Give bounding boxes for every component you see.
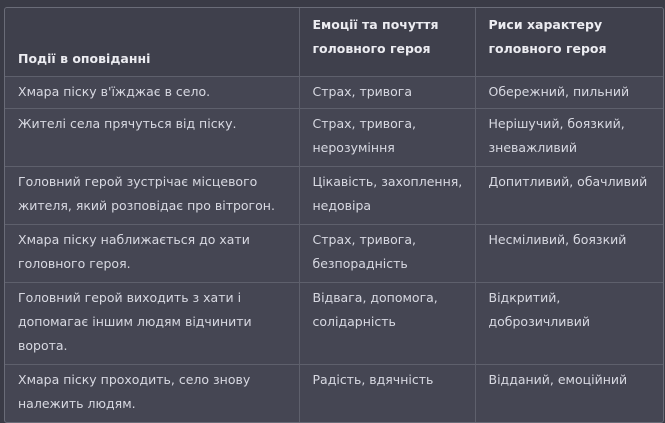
traits-cell: Допитливий, обачливий xyxy=(475,167,663,225)
table-header-row xyxy=(5,8,663,77)
traits-cell: Відкритий, доброзичливий xyxy=(475,283,663,365)
emotions-cell: Страх, тривога, нерозуміння xyxy=(299,109,475,167)
header-events: Події в оповіданні xyxy=(5,8,299,77)
table-row xyxy=(5,77,663,109)
emotions-cell: Радість, вдячність xyxy=(299,365,475,423)
table-row xyxy=(5,225,663,283)
emotions-cell: Страх, тривога xyxy=(299,77,475,109)
table-row xyxy=(5,109,663,167)
table-row xyxy=(5,365,663,423)
traits-cell: Обережний, пильний xyxy=(475,77,663,109)
traits-cell: Відданий, емоційний xyxy=(475,365,663,423)
header-emotions: Емоції та почуття головного героя xyxy=(299,8,475,77)
events-table xyxy=(5,8,663,422)
table-row xyxy=(5,283,663,365)
header-traits: Риси характеру головного героя xyxy=(475,8,663,77)
event-cell: Жителі села прячуться від піску. xyxy=(5,109,299,167)
event-cell: Хмара піску наближається до хати головного героя. xyxy=(5,225,299,283)
events-table-container xyxy=(4,7,664,423)
event-cell: Хмара піску проходить, село знову належить людям. xyxy=(5,365,299,423)
emotions-cell: Відвага, допомога, солідарність xyxy=(299,283,475,365)
emotions-cell: Цікавість, захоплення, недовіра xyxy=(299,167,475,225)
traits-cell: Несміливий, боязкий xyxy=(475,225,663,283)
table-row xyxy=(5,167,663,225)
emotions-cell: Страх, тривога, безпорадність xyxy=(299,225,475,283)
event-cell: Головний герой виходить з хати і допомагає іншим людям відчинити ворота. xyxy=(5,283,299,365)
event-cell: Головний герой зустрічає місцевого жителя, який розповідає про вітрогон. xyxy=(5,167,299,225)
event-cell: Хмара піску в'їжджає в село. xyxy=(5,77,299,109)
traits-cell: Нерішучий, боязкий, зневажливий xyxy=(475,109,663,167)
